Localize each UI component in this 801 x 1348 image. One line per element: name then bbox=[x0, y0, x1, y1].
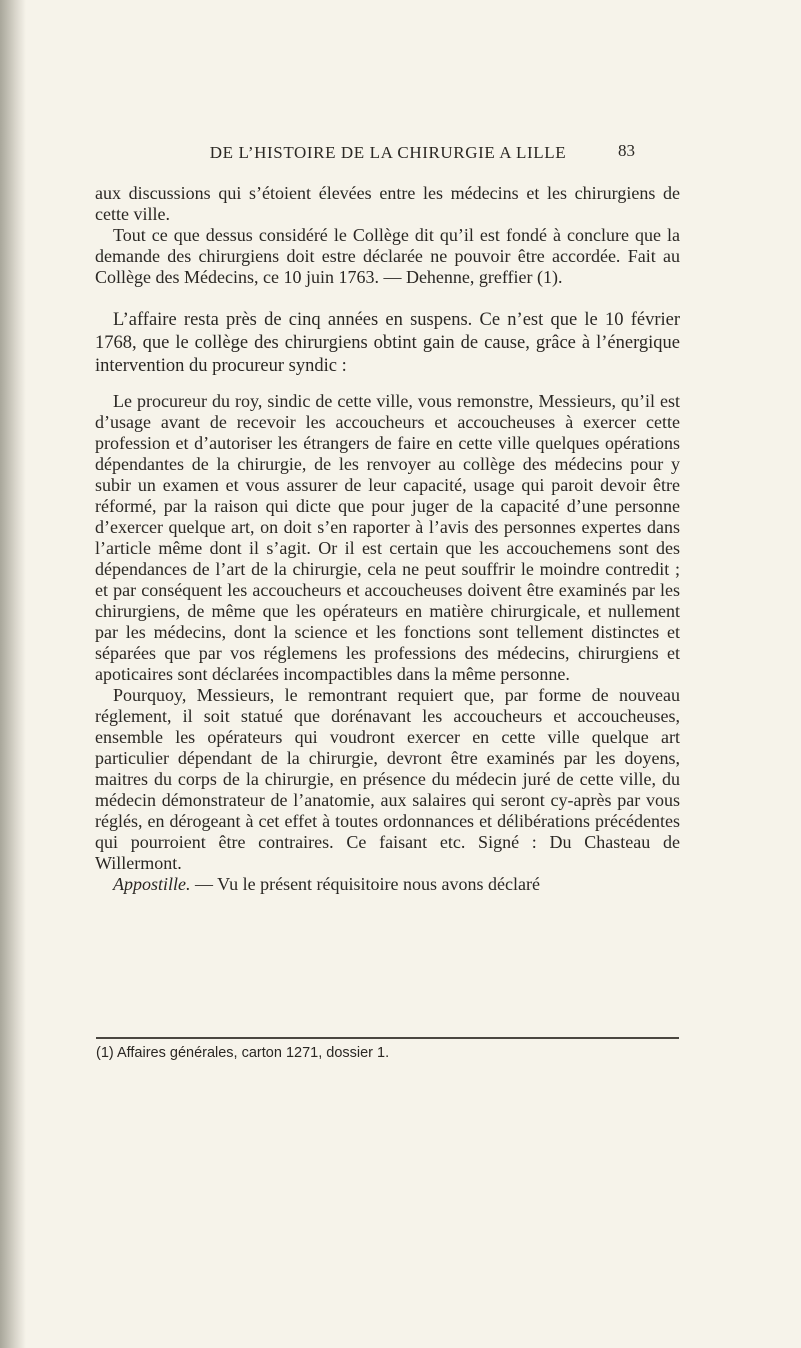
quoted-remonstrance-block bbox=[95, 391, 680, 895]
apostille-text: — Vu le présent réquisitoire nous avons déclaré bbox=[190, 874, 540, 894]
paragraph-narrative: L’affaire resta près de cinq années en suspens. Ce n’est que le 10 février 1768, que le collège des chirurgiens obtint gain de cause, grâce à l’énergique intervention du procureur syndic : bbox=[95, 310, 680, 377]
paragraph-apostille bbox=[95, 874, 680, 895]
binding-shadow bbox=[0, 0, 26, 1348]
paragraph-remonstrance: Le procureur du roy, sindic de cette ville, vous remonstre, Messieurs, qu’il est d’usage avant de recevoir les accoucheurs et accoucheuses à exercer cette profession et d’autoriser les étrangers de faire en cette ville quelques opérations dépendantes de la chirurgie, de les renvoyer au collège des médecins pour y subir un examen et vous assurer de leur capacité, usage qui paroit devoir être réformé, par la raison qui dicte que pour juger de la capacité d’une personne d’exercer quelque art, on doit s’en raporter à l’avis des personnes expertes dans l’article même dont il s’agit. Or il est certain que les accouchemens sont des dépendances de l’art de la chirurgie, cela ne peut souffrir le moindre contredit ; et par conséquent les accoucheurs et accoucheuses doivent être examinés par les chirurgiens, de même que les opérateurs en matière chirurgicale, et nullement par les médecins, dont la science et les fonctions sont tellement distinctes et séparées que par vos réglemens les professions des médecins, chirurgiens et apoticaires sont déclarées incompactibles dans la même personne. bbox=[95, 391, 680, 684]
quoted-decision-block bbox=[95, 183, 680, 288]
footnote-1: (1) Affaires générales, carton 1271, dossier 1. bbox=[96, 1045, 390, 1061]
footnote-divider bbox=[96, 1037, 679, 1039]
apostille-label: Appostille. bbox=[113, 874, 191, 894]
running-title: DE L’HISTOIRE DE LA CHIRURGIE A LILLE bbox=[209, 143, 567, 162]
paragraph-request: Pourquoy, Messieurs, le remontrant requiert que, par forme de nouveau réglement, il soit statué que dorénavant les accoucheurs et accoucheuses, ensemble les opérateurs qui voudront exercer en cette ville quelque art particulier dépendant de la chirurgie, devront être examinés par les doyens, maitres du corps de la chirurgie, en présence du médecin juré de cette ville, du médecin démonstrateur de l’anatomie, aux salaires qui seront cy-après par vous réglés, en dérogeant à cet effet à toutes ordonnances et délibérations précédentes qui pourroient être contraires. Ce faisant etc. Signé : Du Chasteau de Willermont. bbox=[95, 685, 680, 873]
page-number: 83 bbox=[618, 141, 635, 160]
narrative-block bbox=[95, 309, 680, 379]
paragraph-decision: Tout ce que dessus considéré le Collège dit qu’il est fondé à conclure que la demande des chirurgiens doit estre déclarée ne pouvoir être accordée. Fait au Collège des Médecins, ce 10 juin 1763. — Dehenne, greffier (1). bbox=[95, 225, 680, 287]
paragraph-continuation: aux discussions qui s’étoient élevées entre les médecins et les chirurgiens de cette ville. bbox=[95, 183, 680, 224]
